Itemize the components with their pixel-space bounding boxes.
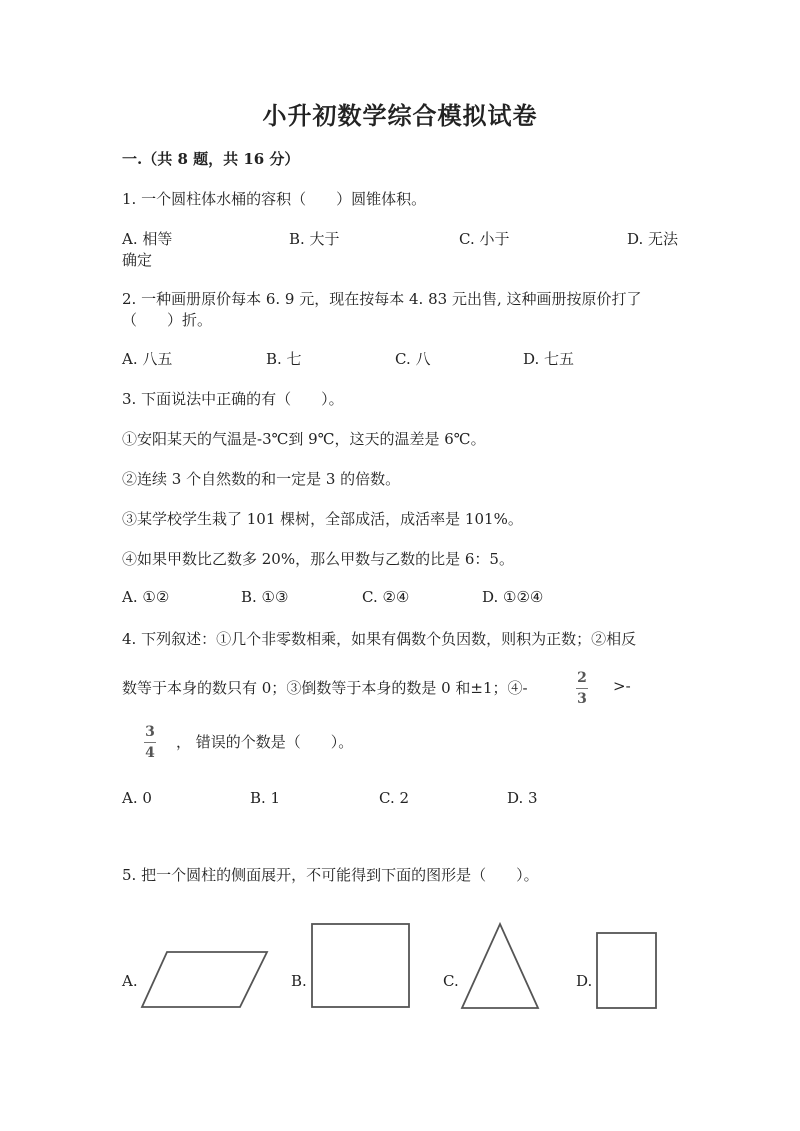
fraction-bar <box>144 742 156 743</box>
fraction-three-quarters <box>144 724 156 761</box>
question-3-option-b[interactable]: B. ①③ <box>241 588 289 606</box>
fraction-denominator: 4 <box>145 745 155 761</box>
question-2-option-d[interactable]: D. 七五 <box>523 350 575 368</box>
triangle-shape <box>460 922 540 1010</box>
question-4-option-c[interactable]: C. 2 <box>379 789 410 807</box>
fraction-denominator: 3 <box>577 691 587 707</box>
question-4-option-b[interactable]: B. 1 <box>250 789 281 807</box>
page-title: 小升初数学综合模拟试卷 <box>262 101 538 130</box>
fraction-two-thirds <box>576 670 588 707</box>
question-2-option-c[interactable]: C. 八 <box>395 350 431 368</box>
question-3-option-a[interactable]: A. ①② <box>122 588 170 606</box>
fraction-numerator: 3 <box>145 724 155 740</box>
question-3-statement-4: ④如果甲数比乙数多 20%，那么甲数与乙数的比是 6：5。 <box>122 550 514 568</box>
question-3-statement-1: ①安阳某天的气温是-3℃到 9℃，这天的温差是 6℃。 <box>122 430 486 448</box>
question-1-option-c[interactable]: C. 小于 <box>459 230 510 248</box>
question-2-option-b[interactable]: B. 七 <box>266 350 302 368</box>
rectangle-shape-wide <box>311 923 411 1009</box>
section-header: 一.（共 8 题，共 16 分） <box>122 150 300 168</box>
question-4-option-d[interactable]: D. 3 <box>507 789 538 807</box>
question-3-option-c[interactable]: C. ②④ <box>362 588 410 606</box>
question-3-statement-3: ③某学校学生栽了 101 棵树，全部成活，成活率是 101%。 <box>122 510 523 528</box>
question-5-option-c[interactable]: C. <box>443 972 459 990</box>
fraction-numerator: 2 <box>577 670 587 686</box>
question-4-line2: 数等于本身的数只有 0；③倒数等于本身的数是 0 和±1；④- <box>122 679 528 697</box>
question-5-stem: 5. 把一个圆柱的侧面展开，不可能得到下面的图形是（ ）。 <box>122 866 539 884</box>
rectangle-shape-tall <box>596 932 658 1010</box>
question-3-statement-2: ②连续 3 个自然数的和一定是 3 的倍数。 <box>122 470 401 488</box>
question-5-option-a[interactable]: A. <box>122 972 138 990</box>
question-1-option-a[interactable]: A. 相等 <box>122 230 173 248</box>
question-1-stem: 1. 一个圆柱体水桶的容积（ ）圆锥体积。 <box>122 190 427 208</box>
question-1-option-d-wrap: 确定 <box>122 251 153 269</box>
question-2-option-a[interactable]: A. 八五 <box>122 350 173 368</box>
question-4-greater-than: >- <box>613 677 631 695</box>
question-4-line3: ， 错误的个数是（ ）。 <box>176 733 354 751</box>
question-5-option-b[interactable]: B. <box>291 972 307 990</box>
question-4-line1: 4. 下列叙述：①几个非零数相乘，如果有偶数个负因数，则积为正数；②相反 <box>122 630 637 648</box>
question-5-option-d[interactable]: D. <box>576 972 593 990</box>
parallelogram-shape <box>140 950 270 1010</box>
fraction-bar <box>576 688 588 689</box>
question-2-stem-line1: 2. 一种画册原价每本 6. 9 元，现在按每本 4. 83 元出售, 这种画册按原价打了 <box>122 290 642 308</box>
question-1-option-d[interactable]: D. 无法 <box>627 230 679 248</box>
question-2-stem-line2: （ ）折。 <box>122 311 213 329</box>
question-3-option-d[interactable]: D. ①②④ <box>482 588 544 606</box>
question-3-stem: 3. 下面说法中正确的有（ ）。 <box>122 390 344 408</box>
question-4-option-a[interactable]: A. 0 <box>122 789 152 807</box>
question-1-option-b[interactable]: B. 大于 <box>289 230 340 248</box>
